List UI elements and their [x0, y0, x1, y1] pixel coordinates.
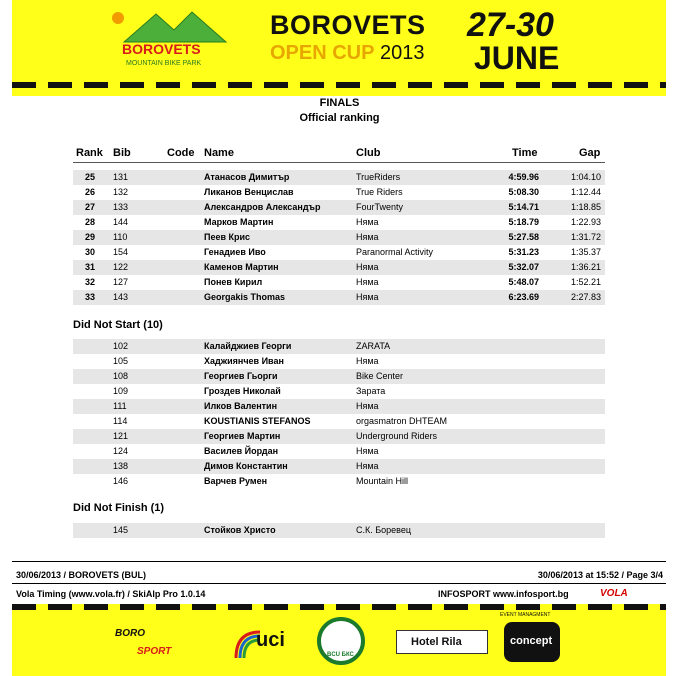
time-cell: 4:59.96 [508, 172, 539, 182]
name-cell: Ликанов Венцислав [204, 187, 294, 197]
bib-cell: 154 [113, 247, 129, 257]
time-cell: 5:18.79 [508, 217, 539, 227]
gap-cell: 1:36.21 [570, 262, 601, 272]
time-cell: 6:23.69 [508, 292, 539, 302]
hotel-rila-logo [396, 630, 488, 654]
table-row [73, 185, 605, 200]
table-row [73, 459, 605, 474]
name-cell: Пеев Крис [204, 232, 251, 242]
gap-cell: 1:04.10 [570, 172, 601, 182]
event-management-label: EVENT MANAGMENT [500, 612, 551, 618]
gap-cell: 1:12.44 [570, 187, 601, 197]
page-title: FINALS [319, 97, 360, 109]
dns-section-title: Did Not Start (10) [73, 319, 163, 331]
club-cell: ZARATA [356, 341, 391, 351]
rank-cell: 28 [84, 217, 95, 227]
club-cell: True Riders [356, 187, 403, 197]
gap-cell: 1:18.85 [570, 202, 601, 212]
club-cell: Няма [356, 461, 379, 471]
bib-cell: 143 [113, 292, 129, 302]
bib-cell: 122 [113, 262, 129, 272]
name-cell: Гроздев Николай [204, 386, 281, 396]
hotel-rila-text: Hotel Rila [411, 636, 462, 648]
table-row [73, 369, 605, 384]
bib-cell: 102 [113, 341, 129, 351]
bib-cell: 111 [113, 401, 127, 411]
name-cell: Понев Кирил [204, 277, 263, 287]
table-row [73, 290, 605, 305]
col-club: Club [356, 147, 381, 159]
sponsor-dash-border [12, 604, 666, 610]
uci-text: uci [256, 629, 285, 651]
time-cell: 5:14.71 [508, 202, 539, 212]
table-row [73, 523, 605, 538]
bib-cell: 132 [113, 187, 129, 197]
rank-cell: 27 [84, 202, 95, 212]
footer-timing: Vola Timing (www.vola.fr) / SkiAlp Pro 1.0.14 [16, 589, 206, 599]
club-cell: Paranormal Activity [356, 247, 434, 257]
name-cell: KOUSTIANIS STEFANOS [204, 416, 311, 426]
event-month: JUNE [474, 40, 560, 76]
club-cell: Underground Riders [356, 431, 438, 441]
bib-cell: 114 [113, 416, 128, 426]
header-divider [73, 162, 605, 163]
name-cell: Димов Константин [204, 461, 288, 471]
concept-text: concept [510, 635, 553, 647]
event-subtitle [270, 42, 425, 65]
uci-logo [230, 618, 304, 668]
event-subtitle-prefix: OPEN CUP [270, 42, 375, 64]
time-cell: 5:08.30 [508, 187, 539, 197]
event-title: BOROVETS [270, 10, 426, 40]
table-row [73, 170, 605, 185]
col-time: Time [512, 147, 538, 159]
vola-logo: VOLA [600, 588, 628, 599]
table-row [73, 399, 605, 414]
bib-cell: 124 [113, 446, 129, 456]
club-cell: orgasmatron DHTEAM [356, 416, 448, 426]
club-cell: С.К. Боревец [356, 525, 412, 535]
rank-cell: 30 [84, 247, 95, 257]
club-cell: Няма [356, 292, 379, 302]
name-cell: Александров Александър [204, 202, 321, 212]
bib-cell: 145 [113, 525, 129, 535]
gap-cell: 2:27.83 [570, 292, 601, 302]
logo-wordmark: BOROVETS [122, 41, 201, 57]
table-row [73, 444, 605, 459]
name-cell: Каменов Мартин [204, 262, 279, 272]
borovets-bike-park-logo [104, 8, 234, 68]
club-cell: Няма [356, 401, 379, 411]
name-cell: Марков Мартин [204, 217, 274, 227]
bib-cell: 105 [113, 356, 129, 366]
sponsor-banner [12, 604, 666, 676]
event-year: 2013 [380, 42, 425, 64]
boro-sport-logo-top: BORO [115, 628, 145, 639]
time-cell: 5:32.07 [508, 262, 539, 272]
bib-cell: 108 [113, 371, 129, 381]
club-cell: Няма [356, 277, 379, 287]
footer-page-info: 30/06/2013 at 15:52 / Page 3/4 [537, 570, 663, 580]
banner-dash-border [12, 82, 666, 88]
club-cell: TrueRiders [356, 172, 401, 182]
time-cell: 5:27.58 [508, 232, 539, 242]
table-row [73, 230, 605, 245]
club-cell: Bike Center [356, 371, 404, 381]
name-cell: Варчев Румен [204, 476, 268, 486]
table-row [73, 354, 605, 369]
name-cell: Георгиев Мартин [204, 431, 281, 441]
table-row [73, 429, 605, 444]
name-cell: Georgakis Thomas [204, 292, 286, 302]
gap-cell: 1:31.72 [570, 232, 601, 242]
name-cell: Атанасов Димитър [204, 172, 290, 182]
name-cell: Стойков Христо [204, 525, 276, 535]
bib-cell: 133 [113, 202, 129, 212]
boro-sport-logo-bottom: SPORT [137, 646, 172, 657]
dnf-section-title: Did Not Finish (1) [73, 502, 165, 514]
bib-cell: 110 [113, 232, 128, 242]
name-cell: Илков Валентин [204, 401, 278, 411]
bib-cell: 146 [113, 476, 129, 486]
bib-cell: 131 [113, 172, 129, 182]
bib-cell: 144 [113, 217, 129, 227]
rank-cell: 26 [84, 187, 95, 197]
name-cell: Василев Йордан [204, 446, 279, 456]
time-cell: 5:31.23 [508, 247, 539, 257]
time-cell: 5:48.07 [508, 277, 539, 287]
club-emblem-text: BCU БКС [327, 652, 354, 658]
rank-cell: 29 [84, 232, 95, 242]
table-row [73, 200, 605, 215]
bib-cell: 121 [113, 431, 129, 441]
name-cell: Георгиев Гьорги [204, 371, 278, 381]
club-cell: Няма [356, 262, 379, 272]
club-cell: Няма [356, 217, 379, 227]
footer-location: 30/06/2013 / BOROVETS (BUL) [16, 570, 147, 580]
header-banner [12, 0, 666, 96]
table-row [73, 384, 605, 399]
club-cell: FourTwenty [356, 202, 404, 212]
bib-cell: 127 [113, 277, 129, 287]
col-gap: Gap [579, 147, 601, 159]
bib-cell: 109 [113, 386, 129, 396]
name-cell: Хаджиянчев Иван [204, 356, 284, 366]
club-cell: Няма [356, 356, 379, 366]
col-rank: Rank [76, 147, 103, 159]
club-cell: Няма [356, 232, 379, 242]
rank-cell: 33 [84, 292, 95, 302]
rank-cell: 32 [84, 277, 95, 287]
col-name: Name [204, 147, 234, 159]
table-row [73, 414, 605, 429]
name-cell: Генадиев Иво [204, 247, 266, 257]
table-row [73, 474, 605, 489]
event-dates: 27-30 [467, 6, 554, 44]
rank-cell: 25 [84, 172, 95, 182]
table-row [73, 260, 605, 275]
footer-divider-bottom [12, 583, 666, 584]
club-cell: Няма [356, 446, 379, 456]
col-bib: Bib [113, 147, 131, 159]
club-cell: Mountain Hill [356, 476, 409, 486]
club-emblem-logo [316, 616, 366, 666]
name-cell: Калайджиев Георги [204, 341, 292, 351]
gap-cell: 1:22.93 [570, 217, 601, 227]
footer-divider-top [12, 561, 666, 562]
gap-cell: 1:52.21 [570, 277, 601, 287]
table-row [73, 245, 605, 260]
logo-subtitle: MOUNTAIN BIKE PARK [126, 60, 202, 67]
club-cell: Зарата [356, 386, 386, 396]
gap-cell: 1:35.37 [570, 247, 601, 257]
table-row [73, 215, 605, 230]
rank-cell: 31 [84, 262, 95, 272]
col-code: Code [167, 147, 195, 159]
concept-logo [504, 622, 560, 662]
footer-infosport: INFOSPORT www.infosport.bg [438, 589, 569, 599]
page-subtitle: Official ranking [299, 112, 380, 124]
bib-cell: 138 [113, 461, 129, 471]
table-row [73, 275, 605, 290]
table-row [73, 339, 605, 354]
